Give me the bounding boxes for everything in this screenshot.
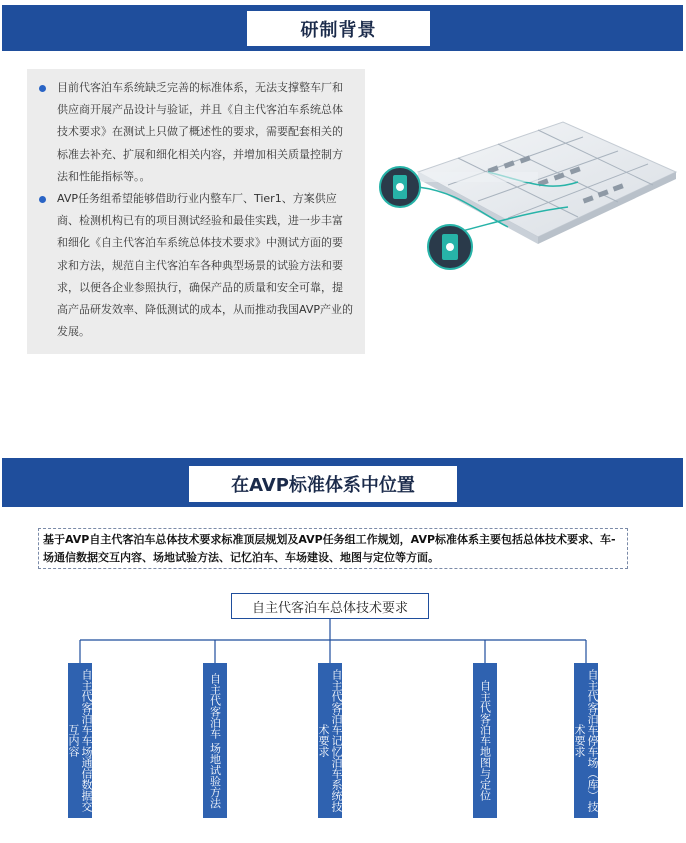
tree-child-node-parking-lot: 自主代客泊车停车场（库）技术要求 [574, 663, 598, 818]
tree-child-node-communication: 自主代客泊车车场通信数据交互内容 [68, 663, 92, 818]
parking-lot-illustration [378, 112, 678, 282]
background-paragraph-2 [37, 188, 353, 343]
bullet-dot-icon [39, 196, 46, 203]
section-title-avp-position: 在AVP标准体系中位置 [188, 465, 458, 503]
standard-system-description: 基于AVP自主代客泊车总体技术要求标准顶层规划及AVP任务组工作规划，AVP标准体系主要包括总体技术要求、车-场通信数据交互内容、场地试验方法、记忆泊车、车场建设、地图与定位等方面。 [38, 528, 628, 569]
tree-child-node-field-test: 自主代客泊车 场地试验方法 [203, 663, 227, 818]
background-text-box [27, 69, 365, 354]
section-title-background: 研制背景 [246, 10, 431, 47]
tree-child-node-memory-parking: 自主代客泊车记忆泊车系统技术要求 [318, 663, 342, 818]
bullet-dot-icon [39, 85, 46, 92]
background-paragraph-1 [37, 77, 353, 188]
tree-child-node-map-localization: 自主代客泊车地图与定位 [473, 663, 497, 818]
tree-root-node: 自主代客泊车总体技术要求 [231, 593, 429, 619]
paragraph-text: AVP任务组希望能够借助行业内整车厂、Tier1、方案供应商、检测机构已有的项目测试经验和最佳实践，进一步丰富和细化《自主代客泊车系统总体技术要求》中测试方面的要求和方法，规范自主代客泊车各种典型场景的试验方法和要求，以便各企业参照执行，确保产品的质量和安全可靠，提高产品研发效率、降低测试的成本，从而推动我国AVP产业的发展。 [57, 192, 353, 339]
paragraph-text: 目前代客泊车系统缺乏完善的标准体系，无法支撑整车厂和供应商开展产品设计与验证，并且《自主代客泊车系统总体技术要求》在测试上只做了概述性的要求，需要配套相关的标准去补充、扩展和细化相关内容，并增加相关质量控制方法和性能指标等。。 [57, 81, 343, 183]
